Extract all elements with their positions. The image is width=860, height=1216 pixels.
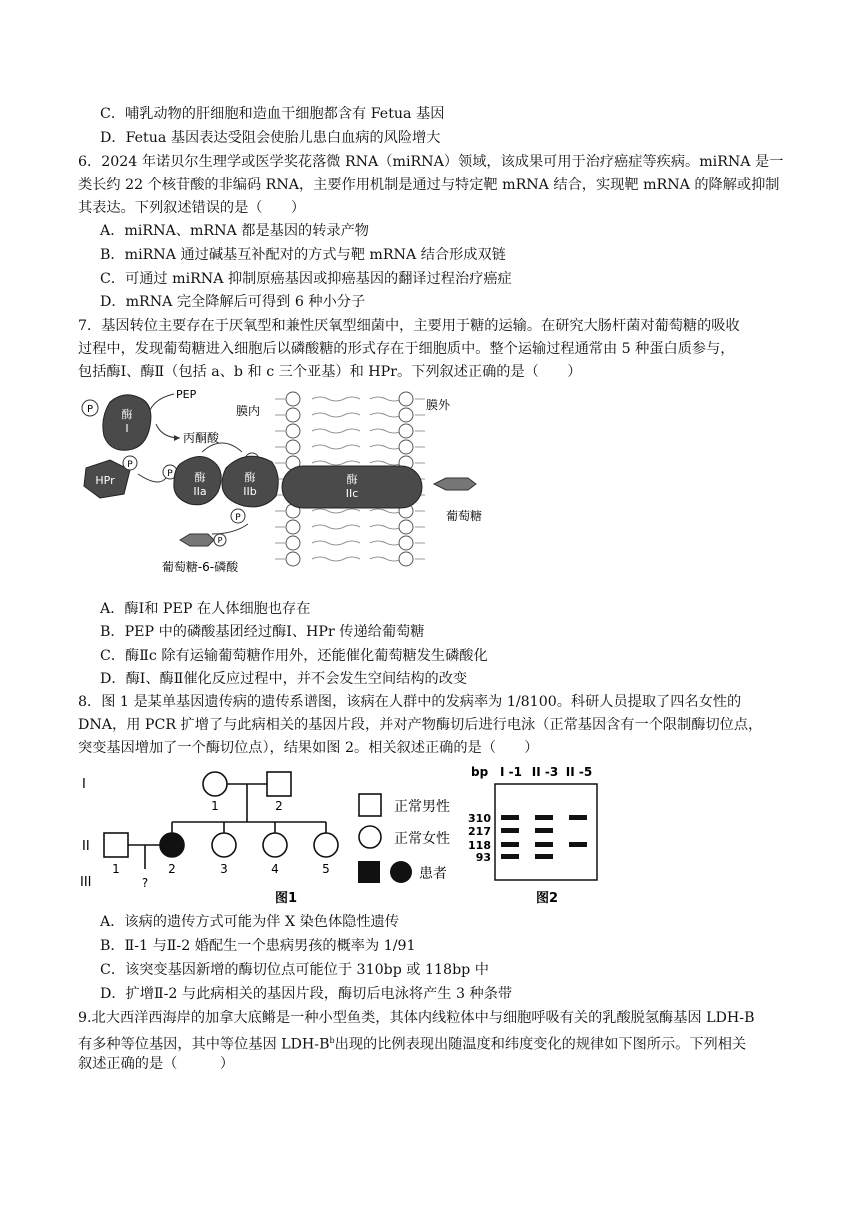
legend-male-icon <box>359 794 381 816</box>
q6-stem-2: 类长约 22 个核苷酸的非编码 RNA，主要作用机制是通过与特定靶 mRNA 结合，实现靶 mRNA 的降解或抑制 <box>78 177 780 193</box>
gel-band-lane2-310 <box>535 815 553 820</box>
enzyme-1-label: 酶 <box>121 408 133 421</box>
svg-text:1: 1 <box>211 799 219 813</box>
svg-text:I: I <box>82 777 86 792</box>
figure-1-caption: 图1 <box>274 891 298 906</box>
pedigree-male-II-1 <box>104 833 128 857</box>
q6-stem-3: 其表达。下列叙述错误的是（ ） <box>78 200 306 216</box>
pedigree-female-II-4 <box>263 833 287 857</box>
electrophoresis-figure-2 <box>465 762 605 912</box>
pedigree-female-I-1 <box>203 772 227 796</box>
legend-female-icon <box>359 826 381 848</box>
gel-band-lane2-118 <box>535 842 553 847</box>
svg-text:?: ? <box>141 876 149 890</box>
legend-normal-female: 正常女性 <box>394 831 450 847</box>
gel-band-lane1-118 <box>501 842 519 847</box>
gel-bp-label: bp <box>471 765 489 779</box>
q6-option-d: D．mRNA 完全降解后可得到 6 种小分子 <box>100 294 366 310</box>
membrane-outside-label: 膜外 <box>426 398 451 412</box>
svg-text:2: 2 <box>168 862 176 876</box>
svg-text:217: 217 <box>468 825 491 838</box>
legend-patient-male-icon <box>358 861 380 883</box>
gel-band-lane2-93 <box>535 854 553 859</box>
pedigree-patient-II-2 <box>160 833 184 857</box>
q8-stem-3: 突变基因增加了一个酶切位点），结果如图 2。相关叙述正确的是（ ） <box>78 740 539 756</box>
gel-band-lane3-310 <box>569 815 587 820</box>
gel-lane-label-2: II -3 <box>531 765 559 779</box>
q6-stem-1: 6．2024 年诺贝尔生理学或医学奖花落微 RNA（miRNA）领域，该成果可用于治疗癌症等疾病。miRNA 是一 <box>78 154 784 170</box>
svg-text:1: 1 <box>112 862 120 876</box>
svg-text:310: 310 <box>468 812 491 825</box>
glucose-6-phosphate-shape <box>180 534 214 546</box>
gel-lane-label-3: II -5 <box>565 765 593 779</box>
legend-patient: 患者 <box>419 866 447 882</box>
svg-text:P: P <box>217 536 223 545</box>
q6-option-b: B．miRNA 通过碱基互补配对的方式与靶 mRNA 结合形成双链 <box>100 247 506 263</box>
svg-text:P: P <box>167 469 173 479</box>
q6-option-a: A．miRNA、mRNA 都是基因的转录产物 <box>100 223 369 239</box>
svg-text:P: P <box>235 513 241 523</box>
svg-text:酶: 酶 <box>346 473 358 486</box>
svg-text:IIb: IIb <box>243 485 257 498</box>
q8-option-a: A．该病的遗传方式可能为伴 X 染色体隐性遗传 <box>100 914 399 930</box>
svg-text:IIc: IIc <box>345 487 359 500</box>
enzyme-1-number: I <box>125 422 129 435</box>
pedigree-female-II-3 <box>212 833 236 857</box>
gel-band-lane1-93 <box>501 854 519 859</box>
pep-label: PEP <box>176 388 197 401</box>
legend-normal-male: 正常男性 <box>394 799 450 815</box>
gel-band-lane2-217 <box>535 828 553 833</box>
hpr-label: HPr <box>95 474 115 487</box>
gel-lane-label-1: I -1 <box>500 765 522 779</box>
membrane-inside-label: 膜内 <box>236 404 261 418</box>
q7-stem-1: 7．基因转位主要存在于厌氧型和兼性厌氧型细菌中，主要用于糖的运输。在研究大肠杆菌对葡萄糖的吸收 <box>78 318 740 334</box>
svg-text:4: 4 <box>271 862 279 876</box>
q7-stem-2: 过程中，发现葡萄糖进入细胞后以磷酸糖的形式存在于细胞质中。整个运输过程通常由 5 种蛋白质参与， <box>78 341 735 357</box>
svg-text:2: 2 <box>275 799 283 813</box>
pyruvate-label: 丙酮酸 <box>183 431 220 445</box>
glucose-6-phosphate-label: 葡萄糖-6-磷酸 <box>161 560 239 574</box>
q5-option-c: C．哺乳动物的肝细胞和造血干细胞都含有 Fetua 基因 <box>100 106 445 122</box>
q5-option-d: D．Fetua 基因表达受阻会使胎儿患白血病的风险增大 <box>100 130 441 146</box>
svg-text:P: P <box>127 460 133 470</box>
phosphate-label: P <box>86 404 94 415</box>
pedigree-figure-1 <box>76 764 466 909</box>
svg-text:酶: 酶 <box>194 471 206 484</box>
gel-band-lane1-310 <box>501 815 519 820</box>
svg-text:II: II <box>82 839 90 854</box>
q8-stem-1: 8．图 1 是某单基因遗传病的遗传系谱图，该病在人群中的发病率为 1/8100。科研人员提取了四名女性的 <box>78 694 742 710</box>
pedigree-male-I-2 <box>267 772 291 796</box>
q7-option-a: A．酶Ⅰ和 PEP 在人体细胞也存在 <box>100 601 311 617</box>
svg-text:酶: 酶 <box>244 471 256 484</box>
q6-option-c: C．可通过 miRNA 抑制原癌基因或抑癌基因的翻译过程治疗癌症 <box>100 271 512 287</box>
q8-stem-2: DNA，用 PCR 扩增了与此病相关的基因片段，并对产物酶切后进行电泳（正常基因含有一个限制酶切位点， <box>78 717 763 733</box>
q8-option-c: C．该突变基因新增的酶切位点可能位于 310bp 或 118bp 中 <box>100 962 489 978</box>
q7-option-d: D．酶Ⅰ、酶Ⅱ催化反应过程中，并不会发生空间结构的改变 <box>100 671 468 687</box>
figure-2-caption: 图2 <box>535 891 559 906</box>
q7-stem-3: 包括酶Ⅰ、酶Ⅱ（包括 a、b 和 c 三个亚基）和 HPr。下列叙述正确的是（ ） <box>78 364 582 380</box>
svg-text:3: 3 <box>220 862 228 876</box>
glucose-transport-figure <box>80 384 500 584</box>
q8-option-d: D．扩增Ⅱ-2 与此病相关的基因片段，酶切后电泳将产生 3 种条带 <box>100 986 513 1002</box>
pedigree-female-II-5 <box>314 833 338 857</box>
q9-stem-3: 叙述正确的是（ ） <box>78 1056 235 1072</box>
glucose-shape <box>434 478 476 490</box>
svg-text:93: 93 <box>475 851 491 864</box>
glucose-label: 葡萄糖 <box>445 509 483 523</box>
q7-option-c: C．酶Ⅱc 除有运输葡萄糖作用外，还能催化葡萄糖发生磷酸化 <box>100 648 488 664</box>
gel-band-lane1-217 <box>501 828 519 833</box>
q8-option-b: B．Ⅱ-1 与Ⅱ-2 婚配生一个患病男孩的概率为 1/91 <box>100 938 416 954</box>
svg-text:IIa: IIa <box>193 485 207 498</box>
svg-text:III: III <box>80 875 92 890</box>
q9-stem-2: 有多种等位基因，其中等位基因 LDH-$B^b$出现的比例表现出随温度和纬度变化的规律如下图所示。下列相关 <box>78 1036 747 1053</box>
gel-band-lane3-118 <box>569 842 587 847</box>
svg-text:118: 118 <box>468 839 491 852</box>
q7-option-b: B．PEP 中的磷酸基团经过酶Ⅰ、HPr 传递给葡萄糖 <box>100 624 425 640</box>
svg-text:5: 5 <box>322 862 330 876</box>
q9-stem-1: 9.北大西洋西海岸的加拿大底鳉是一种小型鱼类，其体内线粒体中与细胞呼吸有关的乳酸脱氢酶基因 LDH-B <box>78 1010 755 1026</box>
legend-patient-female-icon <box>390 861 412 883</box>
